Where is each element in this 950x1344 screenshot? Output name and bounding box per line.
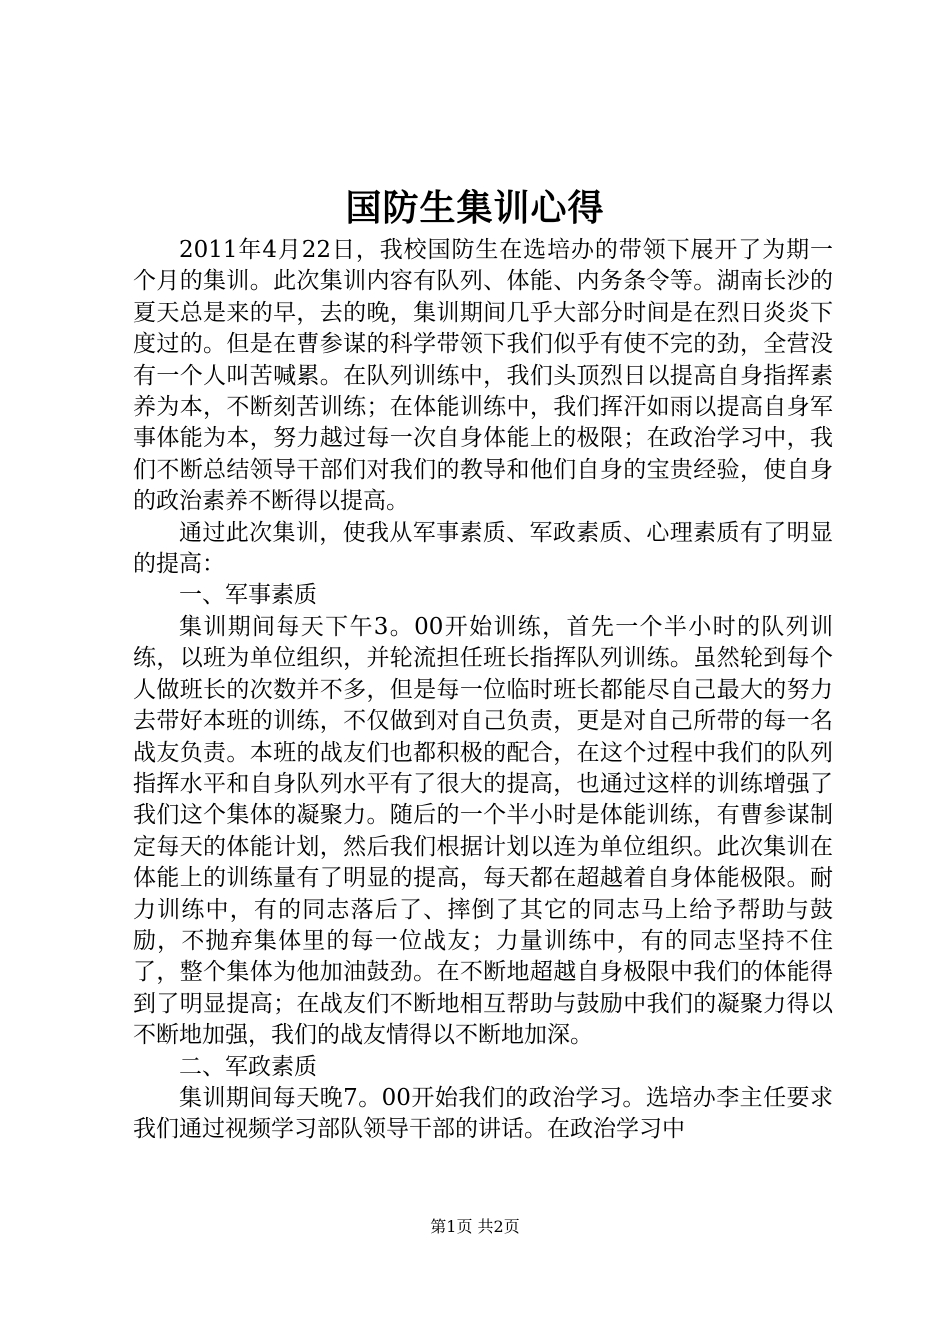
paragraph-military: 集训期间每天下午3。00开始训练，首先一个半小时的队列训练，以班为单位组织，并轮流担任班长指挥队列训练。虽然轮到每个人做班长的次数并不多，但是每一位临时班长都能尽自己最大的努力去带好本班的训练，不仅做到对自己负责，更是对自己所带的每一名战友负责。本班的战友们也都积极的配合，在这个过程中我们的队列指挥水平和自身队列水平有了很大的提高，也通过这样的训练增强了我们这个集体的凝聚力。随后的一个半小时是体能训练，有曹参谋制定每天的体能计划，然后我们根据计划以连为单位组织。此次集训在体能上的训练量有了明显的提高，每天都在超越着自身体能极限。耐力训练中，有的同志落后了、摔倒了其它的同志马上给予帮助与鼓励，不抛弃集体里的每一位战友；力量训练中，有的同志坚持不住了，整个集体为他加油鼓劲。在不断地超越自身极限中我们的体能得到了明显提高；在战友们不断地相互帮助与鼓励中我们的凝聚力得以不断地加强，我们的战友情得以不断地加深。 <box>133 613 833 1049</box>
document-body <box>133 235 833 1146</box>
paragraph-summary: 通过此次集训，使我从军事素质、军政素质、心理素质有了明显的提高： <box>133 519 833 578</box>
section-heading-political: 二、军政素质 <box>179 1053 317 1080</box>
document-title: 国防生集训心得 <box>345 187 605 229</box>
page-number-footer: 第1页 共2页 <box>430 1217 520 1236</box>
paragraph-intro: 2011年4月22日，我校国防生在选培办的带领下展开了为期一个月的集训。此次集训内容有队列、体能、内务条令等。湖南长沙的夏天总是来的早，去的晚，集训期间几乎大部分时间是在烈日炎炎下度过的。但是在曹参谋的科学带领下我们似乎有使不完的劲，全营没有一个人叫苦喊累。在队列训练中，我们头顶烈日以提高自身指挥素养为本，不断刻苦训练；在体能训练中，我们挥汗如雨以提高自身军事体能为本，努力越过每一次自身体能上的极限；在政治学习中，我们不断总结领导干部们对我们的教导和他们自身的宝贵经验，使自身的政治素养不断得以提高。 <box>133 237 833 515</box>
paragraph-political: 集训期间每天晚7。00开始我们的政治学习。选培办李主任要求我们通过视频学习部队领导干部的讲话。在政治学习中 <box>133 1084 833 1143</box>
section-heading-military: 一、军事素质 <box>179 582 317 609</box>
